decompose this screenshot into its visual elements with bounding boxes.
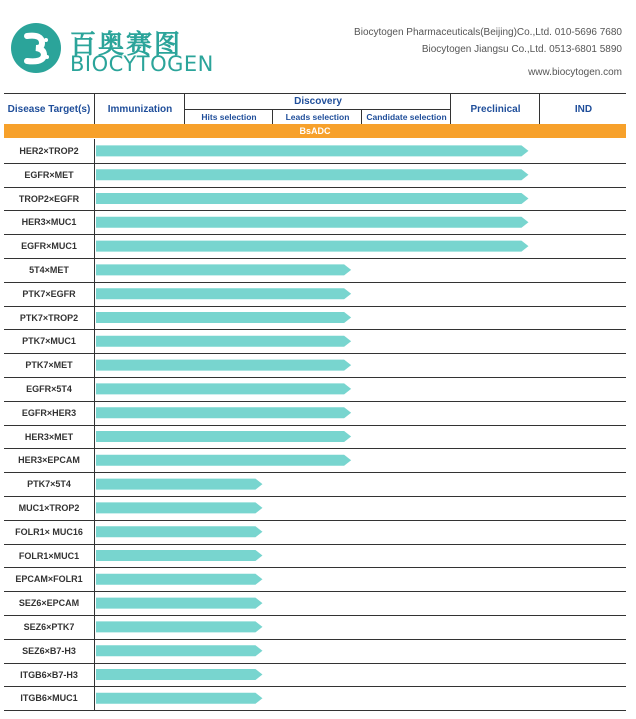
target-label: PTK7×EGFR [22, 288, 76, 299]
target-label: HER3×MUC1 [21, 217, 77, 228]
row-divider [4, 282, 626, 283]
target-label: ITGB6×MUC1 [20, 693, 78, 704]
target-label: HER2×TROP2 [19, 146, 79, 156]
progress-bar [96, 550, 262, 561]
row-divider [4, 210, 626, 211]
row-divider [4, 234, 626, 235]
progress-bar [96, 288, 351, 299]
progress-bar [96, 526, 262, 537]
progress-bar [96, 193, 528, 204]
progress-bar [96, 383, 351, 394]
header-discovery: Discovery [184, 94, 451, 110]
header-immunization: Immunization [94, 94, 185, 124]
row-divider [4, 567, 626, 568]
row-divider [4, 329, 626, 330]
row-divider [4, 353, 626, 354]
target-label: EGFR×MET [24, 169, 74, 180]
target-label: 5T4×MET [29, 265, 69, 275]
target-label: TROP2×EGFR [18, 193, 80, 204]
row-divider [4, 472, 626, 473]
target-label: SEZ6×EPCAM [18, 598, 80, 609]
progress-bar [96, 645, 262, 656]
progress-bar [96, 264, 351, 275]
section-band-bsadc: BsADC [4, 124, 626, 138]
progress-bar [96, 574, 262, 585]
row-divider [4, 639, 626, 640]
brand-name-en: BIOCYTOGEN [70, 52, 214, 76]
progress-bar [96, 479, 262, 490]
progress-bar [96, 455, 351, 466]
website-link[interactable]: www.biocytogen.com [528, 67, 622, 78]
row-divider [4, 615, 626, 616]
row-divider [4, 377, 626, 378]
row-divider [4, 448, 626, 449]
row-divider [4, 591, 626, 592]
target-label: PTK7×MUC1 [22, 336, 76, 347]
progress-bar [96, 360, 351, 371]
target-label: MUC1×TROP2 [18, 503, 80, 513]
contact-line-beijing: Biocytogen Pharmaceuticals(Beijing)Co.,Ltd. 010-5696 7680 [354, 27, 622, 38]
target-label: FOLR1× MUC16 [15, 526, 83, 537]
brand-name-cn: 百奥赛图 [70, 30, 183, 60]
progress-bar [96, 431, 351, 442]
target-label: HER3×MET [24, 431, 74, 442]
target-label: HER3×EPCAM [18, 455, 80, 466]
progress-bar [96, 407, 351, 418]
row-divider [4, 686, 626, 687]
target-label: PTK7×TROP2 [19, 312, 79, 323]
header-preclinical: Preclinical [450, 94, 540, 124]
target-label: ITGB6×B7-H3 [20, 669, 78, 680]
target-label: PTK7×5T4 [27, 479, 71, 490]
row-divider [4, 163, 626, 164]
row-divider [4, 544, 626, 545]
header-hits-selection: Hits selection [184, 110, 273, 124]
header-leads-selection: Leads selection [272, 110, 362, 124]
target-label: EGFR×HER3 [21, 407, 77, 418]
row-divider [4, 520, 626, 521]
row-divider [4, 258, 626, 259]
progress-bar [96, 598, 262, 609]
header-candidate-selection: Candidate selection [361, 110, 451, 124]
progress-bar [96, 502, 262, 513]
row-divider [4, 401, 626, 402]
progress-bar [96, 621, 262, 632]
contact-line-jiangsu: Biocytogen Jiangsu Co.,Ltd. 0513-6801 5890 [421, 44, 622, 55]
progress-bar [96, 693, 262, 704]
progress-bar [96, 217, 528, 228]
row-divider [4, 187, 626, 188]
progress-bar [96, 312, 351, 323]
row-divider [4, 306, 626, 307]
progress-bar [96, 241, 528, 252]
label-column-divider [94, 139, 95, 710]
target-label: EGFR×5T4 [26, 384, 72, 394]
row-divider [4, 710, 626, 711]
progress-bar [96, 169, 528, 180]
header-ind: IND [539, 94, 627, 124]
target-label: EGFR×MUC1 [21, 241, 77, 252]
target-label: PTK7×MET [25, 360, 73, 371]
target-label: FOLR1×MUC1 [18, 550, 80, 561]
progress-bar [96, 336, 351, 347]
row-divider [4, 425, 626, 426]
target-label: SEZ6×B7-H3 [22, 645, 76, 656]
progress-bar [96, 145, 528, 156]
row-divider [4, 663, 626, 664]
header-disease-target: Disease Target(s) [7, 103, 91, 115]
target-label: EPCAM×FOLR1 [15, 574, 83, 585]
row-divider [4, 496, 626, 497]
target-label: SEZ6×PTK7 [23, 622, 75, 632]
progress-bar [96, 669, 262, 680]
